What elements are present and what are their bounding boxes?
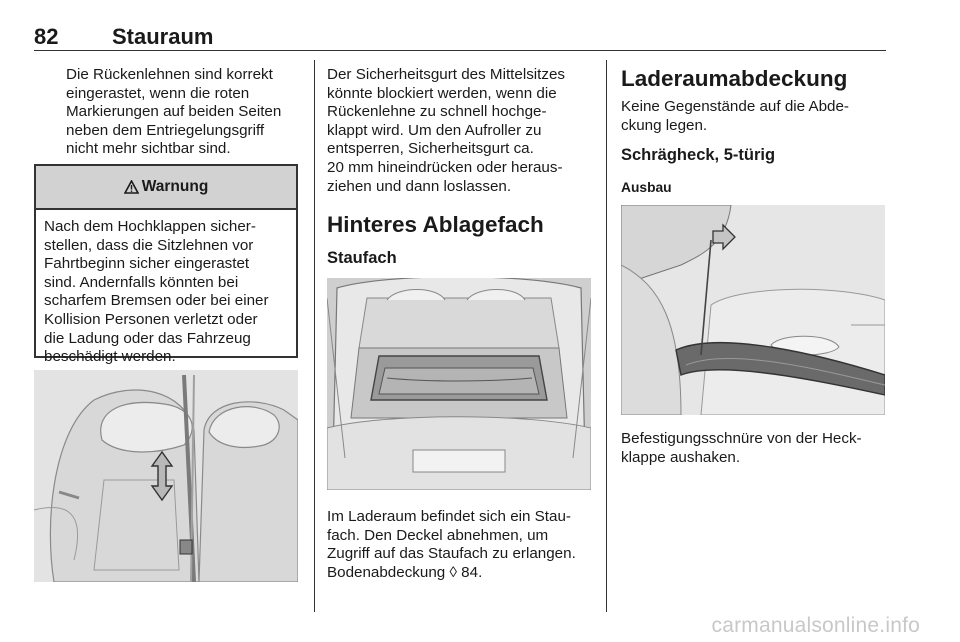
text-line: beschädigt werden. xyxy=(44,348,176,366)
text-line: fach. Den Deckel abnehmen, um xyxy=(327,526,549,544)
warning-header xyxy=(36,166,296,210)
page-number: 82 xyxy=(34,24,59,49)
warning-box xyxy=(34,164,298,366)
text-line: Zugriff auf das Staufach zu erlangen. xyxy=(327,545,576,563)
text-line: neben dem Entriegelungsgriff xyxy=(66,121,265,139)
text-line: eingerastet, wenn die roten xyxy=(66,84,250,102)
text-line: sind. Andernfalls könnten bei xyxy=(44,273,239,291)
subheading-schraegheck: Schrägheck, 5-türig xyxy=(621,146,776,164)
text-line: Markierungen auf beiden Seiten xyxy=(66,103,282,121)
section-heading-laderaumabdeckung: Laderaumabdeckung xyxy=(621,66,848,91)
header-divider xyxy=(34,50,886,51)
text-line: stellen, dass die Sitzlehnen vor xyxy=(44,236,254,254)
intro-paragraph-col1 xyxy=(66,66,281,159)
text-line: Keine Gegenstände auf die Abde- xyxy=(621,98,849,115)
watermark: carmanualsonline.info xyxy=(711,614,920,637)
column-divider-2 xyxy=(606,60,607,612)
warning-text xyxy=(36,210,296,367)
minor-heading-ausbau: Ausbau xyxy=(621,180,672,195)
rear-seat-illustration xyxy=(34,370,298,582)
intro-paragraph-col2 xyxy=(327,66,565,196)
text-line: entsperren, Sicherheitsgurt ca. xyxy=(327,140,534,158)
section-heading-ablagefach: Hinteres Ablagefach xyxy=(327,212,544,237)
warning-title: Warnung xyxy=(141,178,209,195)
caption-staufach xyxy=(327,508,576,582)
text-line: die Ladung oder das Fahrzeug xyxy=(44,329,251,347)
intro-paragraph-col3 xyxy=(621,98,849,135)
text-line: klappe aushaken. xyxy=(621,448,741,466)
column-divider-1 xyxy=(314,60,315,612)
text-line: Befestigungsschnüre von der Heck- xyxy=(621,430,862,447)
cover-removal-illustration xyxy=(621,205,885,415)
subheading-staufach: Staufach xyxy=(327,249,397,267)
text-line: Der Sicherheitsgurt des Mittelsitzes xyxy=(327,66,566,83)
text-line: Bodenabdeckung ◊ 84. xyxy=(327,563,483,581)
warning-triangle-icon xyxy=(124,180,139,194)
text-line: Nach dem Hochklappen sicher- xyxy=(44,218,256,235)
text-line: Kollision Personen verletzt oder xyxy=(44,310,258,328)
text-line: Rückenlehne zu schnell hochge- xyxy=(327,103,547,121)
text-line: Im Laderaum befindet sich ein Stau- xyxy=(327,508,571,525)
text-line: scharfem Bremsen oder bei einer xyxy=(44,292,269,310)
text-line: 20 mm hineindrücken oder heraus- xyxy=(327,158,563,176)
text-line: klappt wird. Um den Aufroller zu xyxy=(327,121,542,139)
text-line: Fahrtbeginn sicher eingerastet xyxy=(44,255,250,273)
text-line: ckung legen. xyxy=(621,116,708,134)
text-line: Die Rückenlehnen sind korrekt xyxy=(66,66,273,83)
cargo-compartment-illustration xyxy=(327,278,591,490)
text-line: könnte blockiert werden, wenn die xyxy=(327,84,557,102)
caption-ausbau xyxy=(621,430,862,467)
page-title: Stauraum xyxy=(112,24,214,49)
text-line: nicht mehr sichtbar sind. xyxy=(66,140,231,158)
text-line: ziehen und dann loslassen. xyxy=(327,177,512,195)
